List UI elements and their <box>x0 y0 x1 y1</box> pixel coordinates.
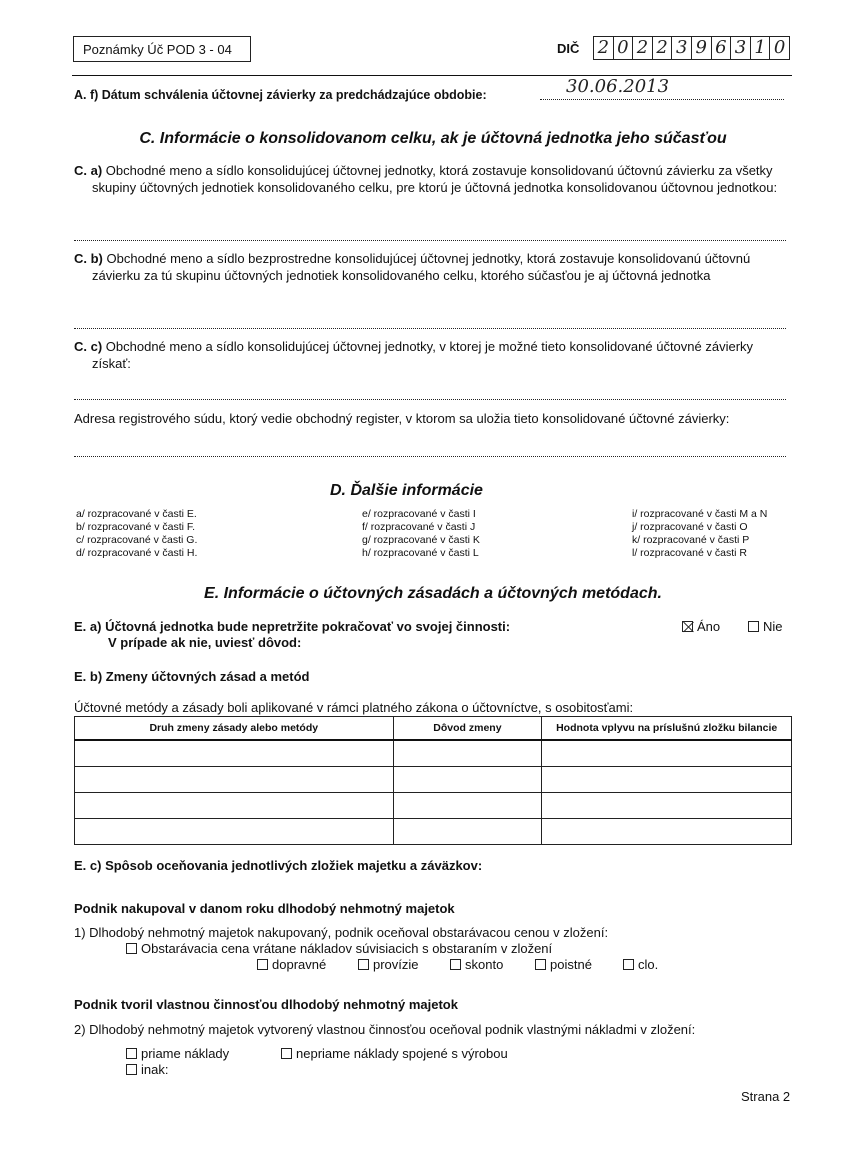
dic-digit: 1 <box>751 37 771 59</box>
d-item: g/ rozpracované v časti K <box>362 534 480 546</box>
table-cell[interactable] <box>542 740 792 767</box>
own-title: Podnik tvoril vlastnou činnosťou dlhodobý nehmotný majetok <box>74 997 458 1012</box>
option-poistne[interactable] <box>535 956 592 973</box>
eb-intro: Účtovné metódy a zásady boli aplikované v rámci platného zákona o účtovníctve, s osobitosťami: <box>74 700 634 715</box>
table-row <box>75 740 792 767</box>
table-cell[interactable] <box>75 793 394 819</box>
cb-prefix: C. b) <box>74 251 103 266</box>
table-header: Druh zmeny zásady alebo metódy <box>75 717 394 741</box>
option-label: clo. <box>638 957 659 972</box>
dic-field[interactable] <box>593 36 790 60</box>
option-priame[interactable] <box>126 1045 229 1062</box>
option-label: provízie <box>373 957 419 972</box>
table-cell[interactable] <box>542 767 792 793</box>
d-item: d/ rozpracované v časti H. <box>76 547 198 559</box>
table-cell[interactable] <box>542 793 792 819</box>
af-dotted-line <box>540 99 784 100</box>
table-cell[interactable] <box>75 819 394 845</box>
dic-digit: 3 <box>731 37 751 59</box>
d-column-3 <box>632 508 767 560</box>
ea-reason-prompt: V prípade ak nie, uviesť dôvod: <box>108 635 302 650</box>
option-label: dopravné <box>272 957 327 972</box>
dic-digit: 3 <box>672 37 692 59</box>
option-label: inak: <box>141 1062 169 1077</box>
dopravne-checkbox[interactable] <box>257 959 268 970</box>
ea-text: Účtovná jednotka bude nepretržite pokračovať vo svojej činnosti: <box>105 619 511 634</box>
option-skonto[interactable] <box>450 956 503 973</box>
option-label: skonto <box>465 957 504 972</box>
ea-no-option[interactable] <box>748 618 783 635</box>
option-provizie[interactable] <box>358 956 419 973</box>
poistne-checkbox[interactable] <box>535 959 546 970</box>
ea-no-checkbox[interactable] <box>748 621 759 632</box>
cb-paragraph <box>74 250 794 284</box>
ea-yes-label: Áno <box>697 619 721 634</box>
option-label: priame náklady <box>141 1046 230 1061</box>
d-item: k/ rozpracované v časti P <box>632 534 750 546</box>
inak-checkbox[interactable] <box>126 1064 137 1075</box>
ea-prefix: E. a) <box>74 619 102 634</box>
d-item: j/ rozpracované v časti O <box>632 521 748 533</box>
option-clo[interactable] <box>623 956 658 973</box>
provizie-checkbox[interactable] <box>358 959 369 970</box>
cc-prefix: C. c) <box>74 339 103 354</box>
table-cell[interactable] <box>75 740 394 767</box>
option-label: nepriame náklady spojené s výrobou <box>296 1046 508 1061</box>
af-label: A. f) Dátum schválenia účtovnej závierky za predchádzajúce obdobie: <box>74 88 487 102</box>
table-cell[interactable] <box>393 740 542 767</box>
ea-yes-option[interactable] <box>682 618 720 635</box>
ca-answer-line[interactable] <box>74 240 786 241</box>
ea-question <box>74 618 510 635</box>
dic-digit: 2 <box>653 37 673 59</box>
section-e-title: E. Informácie o účtovných zásadách a účtovných metódach. <box>204 585 662 602</box>
cb-text: Obchodné meno a sídlo bezprostredne konsolidujúcej účtovnej jednotky, ktorá zostavuje konsolidovanú účtovnú závierku za tú skupinu účtovných jednotiek konsolidovaného celku, ktorého súčasťou je aj účtovná jednotka <box>92 251 751 283</box>
cc-text: Obchodné meno a sídlo konsolidujúcej účtovnej jednotky, v ktorej je možné tieto konsolidované účtovné závierky získať: <box>92 339 754 371</box>
table-cell[interactable] <box>393 819 542 845</box>
d-item: i/ rozpracované v časti M a N <box>632 508 768 520</box>
table-row <box>75 767 792 793</box>
option-inak[interactable] <box>126 1061 168 1078</box>
purchased-main-option[interactable] <box>126 940 552 957</box>
table-header: Hodnota vplyvu na príslušnú zložku bilancie <box>542 717 792 741</box>
dic-digit: 2 <box>633 37 653 59</box>
cc-paragraph <box>74 338 794 372</box>
dic-digit: 0 <box>614 37 634 59</box>
d-item: a/ rozpracované v časti E. <box>76 508 197 520</box>
purchased-title: Podnik nakupoval v danom roku dlhodobý nehmotný majetok <box>74 901 455 916</box>
ca-prefix: C. a) <box>74 163 103 178</box>
dic-label: DIČ <box>557 41 580 56</box>
form-label: Poznámky Úč POD 3 - 04 <box>83 42 232 57</box>
d-column-1 <box>76 508 197 560</box>
skonto-checkbox[interactable] <box>450 959 461 970</box>
own-text: 2) Dlhodobý nehmotný majetok vytvorený vlastnou činnosťou oceňoval podnik vlastnými nákladmi v zložení: <box>74 1022 696 1037</box>
table-header-row <box>75 717 792 741</box>
af-value[interactable]: 30.06.2013 <box>566 76 670 97</box>
dic-digit: 9 <box>692 37 712 59</box>
ca-text: Obchodné meno a sídlo konsolidujúcej účtovnej jednotky, ktorá zostavuje konsolidovanú účtovnú závierku za všetky skupiny účtovných jednotiek konsolidovaného celku, pre ktorú je účtovná jednotka konsolidovanou účtovnou jednotkou: <box>92 163 778 195</box>
option-dopravne[interactable] <box>257 956 326 973</box>
dic-digit: 0 <box>773 37 786 58</box>
table-cell[interactable] <box>75 767 394 793</box>
d-item: c/ rozpracované v časti G. <box>76 534 198 546</box>
purchased-main-checkbox[interactable] <box>126 943 137 954</box>
cc-answer-line[interactable] <box>74 399 786 400</box>
table-header: Dôvod zmeny <box>393 717 542 741</box>
ea-no-label: Nie <box>763 619 783 634</box>
accounting-changes-table <box>74 716 792 845</box>
option-nepriame[interactable] <box>281 1045 508 1062</box>
eb-title: E. b) Zmeny účtovných zásad a metód <box>74 669 310 684</box>
d-column-2 <box>362 508 480 560</box>
table-cell[interactable] <box>393 793 542 819</box>
option-label: poistné <box>550 957 592 972</box>
table-cell[interactable] <box>542 819 792 845</box>
page-number: Strana 2 <box>741 1089 791 1104</box>
purchased-main-label: Obstarávacia cena vrátane nákladov súvisiacich s obstaraním v zložení <box>141 941 553 956</box>
dic-digit: 2 <box>594 37 614 59</box>
ec-title: E. c) Spôsob oceňovania jednotlivých zložiek majetku a záväzkov: <box>74 858 483 873</box>
dic-digit: 6 <box>712 37 732 59</box>
d-item: f/ rozpracované v časti J <box>362 521 476 533</box>
table-row <box>75 819 792 845</box>
d-item: l/ rozpracované v časti R <box>632 547 747 559</box>
ea-yes-checkbox[interactable] <box>682 621 693 632</box>
clo-checkbox[interactable] <box>623 959 634 970</box>
header-rule <box>72 75 792 76</box>
registry-answer-line[interactable] <box>74 456 786 457</box>
form-label-box <box>73 36 251 62</box>
ca-paragraph <box>74 162 794 196</box>
section-c-title: C. Informácie o konsolidovanom celku, ak je účtovná jednotka jeho súčasťou <box>139 130 727 147</box>
purchased-text: 1) Dlhodobý nehmotný majetok nakupovaný, podnik oceňoval obstarávacou cenou v zložení: <box>74 925 609 940</box>
table-row <box>75 793 792 819</box>
cb-answer-line[interactable] <box>74 328 786 329</box>
priame-checkbox[interactable] <box>126 1048 137 1059</box>
table-cell[interactable] <box>393 767 542 793</box>
nepriame-checkbox[interactable] <box>281 1048 292 1059</box>
d-item: e/ rozpracované v časti I <box>362 508 476 520</box>
d-item: b/ rozpracované v časti F. <box>76 521 196 533</box>
registry-text: Adresa registrového súdu, ktorý vedie obchodný register, v ktorom sa uložia tieto konsolidované účtovné závierky: <box>74 411 730 426</box>
d-item: h/ rozpracované v časti L <box>362 547 479 559</box>
section-d-title: D. Ďalšie informácie <box>330 482 483 499</box>
